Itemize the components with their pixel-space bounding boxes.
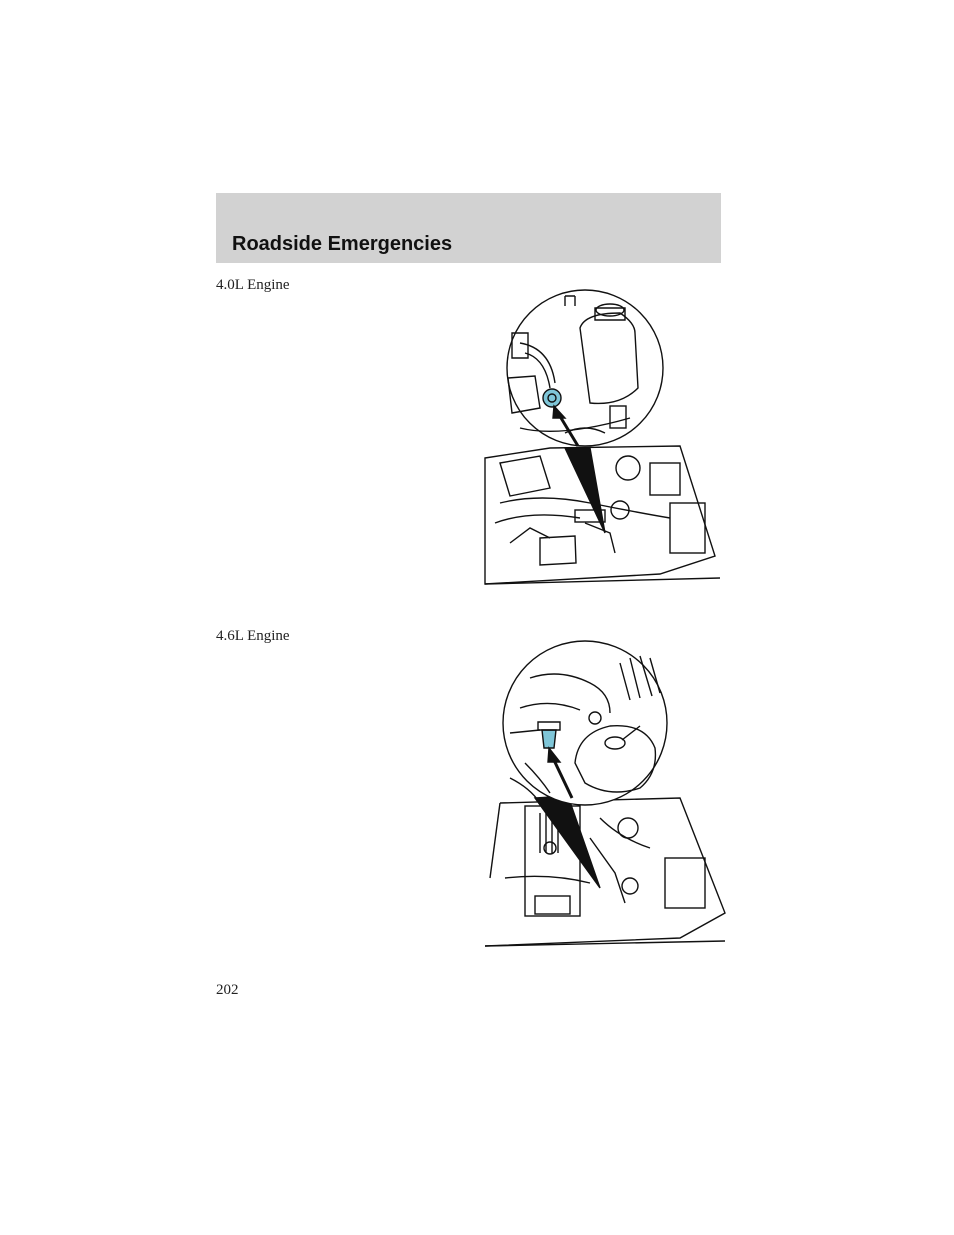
- engine-bay-4-6l-illustration-icon: [480, 638, 730, 950]
- figure-caption-4-0l: 4.0L Engine: [216, 277, 290, 293]
- page-number: 202: [216, 982, 239, 998]
- engine-bay-4-0l-illustration-icon: [480, 288, 730, 590]
- engine-4-0l-figure: [480, 288, 730, 590]
- figure-caption-4-6l: 4.6L Engine: [216, 628, 290, 644]
- section-header-band: [216, 193, 721, 263]
- section-title: Roadside Emergencies: [232, 233, 453, 255]
- engine-4-6l-figure: [480, 638, 730, 950]
